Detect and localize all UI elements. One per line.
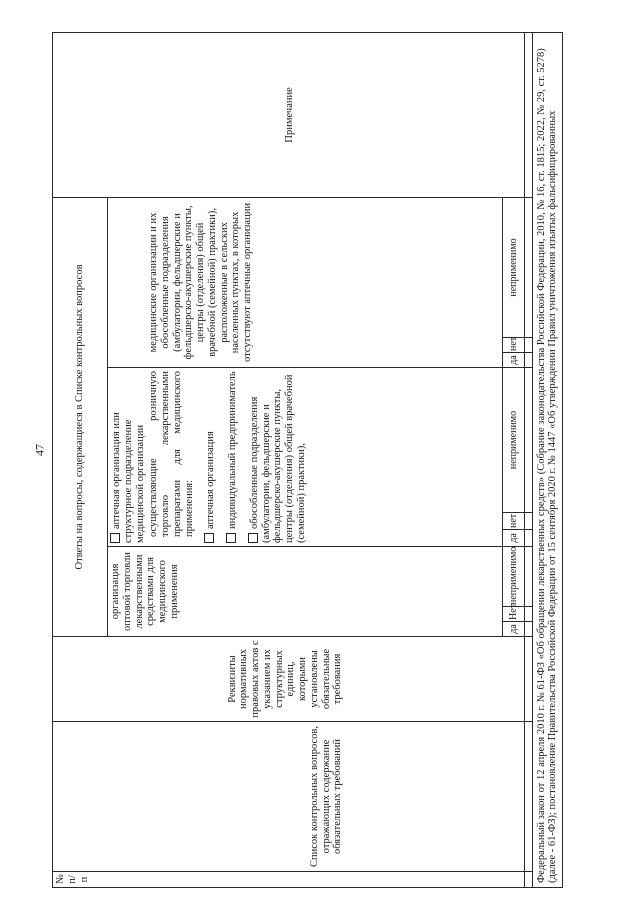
header-answers: Ответы на вопросы, содержащиеся в Списке контрольных вопросов xyxy=(53,197,108,636)
rotated-table-wrapper xyxy=(52,33,563,888)
checkbox[interactable] xyxy=(110,533,120,543)
answer-no: нет xyxy=(503,338,525,353)
group-wholesale-title: организация оптовой торговли лекарственными средствами для медицинского применения xyxy=(108,547,503,637)
header-questions: Список контрольных вопросов, отражающих содержание обязательных требований xyxy=(53,722,525,872)
cell-number-empty xyxy=(525,872,533,888)
group-retail-options xyxy=(108,368,503,547)
checkbox[interactable] xyxy=(248,533,258,543)
answer-na: неприменимо xyxy=(503,368,525,513)
checklist-table xyxy=(52,32,563,888)
cell-requisite-empty xyxy=(525,637,533,722)
option-subdivisions: обособленные подразделения (амбулатории, фельдшерские и фельдшерско-акушерские пункты, центры (отделения) общей врачебной (семейной) практики), xyxy=(248,374,307,543)
option-entrepreneur: индивидуальный предприниматель xyxy=(226,371,239,543)
answer-yes: да xyxy=(503,353,525,368)
answer-yes: да xyxy=(503,530,525,547)
option-pharmacy: аптечная организация xyxy=(204,371,217,543)
answer-na: неприменимо xyxy=(503,197,525,337)
group-rural-title: медицинские организации и их обособленные подразделения (амбулатории, фельдшерские и фельдшерско-акушерские пункты, центры (отделения) общей врачебной (семейной) практики), расположенные в сельских населенных пунктах, в которых отсутствуют аптечные организации xyxy=(108,197,503,367)
header-note: Примечание xyxy=(53,32,525,197)
option-retail-structural: аптечная организация или структурное подразделение медицинской организации осуществляющие розничную торговлю лекарственными препаратами для медицинского применения: xyxy=(111,371,195,543)
checkbox[interactable] xyxy=(204,533,214,543)
answer-na: неприменимо xyxy=(503,547,525,607)
answer-no: нет xyxy=(503,513,525,530)
header-number: № п/п xyxy=(53,872,525,888)
page-number: 47 xyxy=(32,444,47,456)
header-requisites: Реквизиты нормативных правовых актов с указанием их структурных единиц, которыми установлены обязательные требования xyxy=(53,637,525,722)
cell-note-empty xyxy=(525,32,533,197)
answer-no: Нет xyxy=(503,607,525,622)
checkbox[interactable] xyxy=(226,533,236,543)
form-sheet xyxy=(52,33,563,888)
answer-yes: да xyxy=(503,622,525,637)
footnote-legal-reference: Федеральный закон от 12 апреля 2010 г. № 61-ФЗ «Об обращении лекарственных средств» (Собрание законодательства Российской Федерации, 2010, № 16, ст. 1815; 2022, № 29, ст. 5278) (далее - 61-ФЗ); постановление Правительства Российской Федерации от 15 сентября 2020 г. № 1447 «Об утверждении Правил уничтожения изъятых фальсифицированных xyxy=(532,32,563,887)
cell-question-empty xyxy=(525,722,533,872)
